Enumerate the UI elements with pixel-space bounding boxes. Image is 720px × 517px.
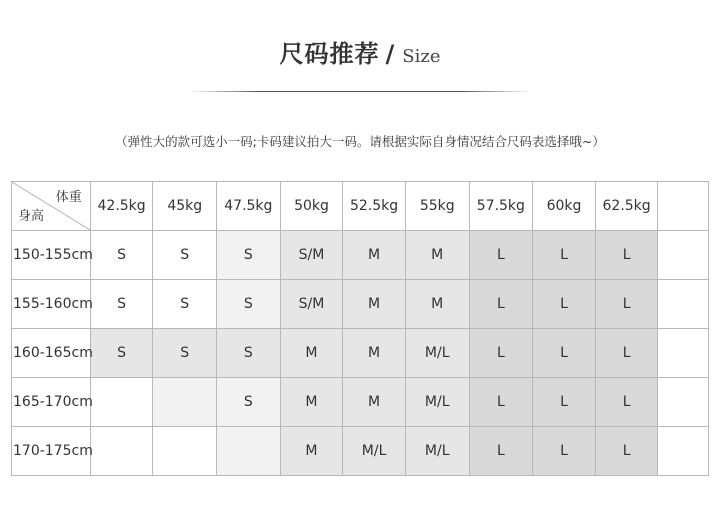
size-cell: M xyxy=(280,427,343,476)
size-cell xyxy=(658,329,709,378)
size-row xyxy=(12,378,709,427)
size-cell: L xyxy=(469,231,533,280)
weight-header-cell: 60kg xyxy=(533,182,596,231)
weight-header-cell: 50kg xyxy=(280,182,343,231)
size-cell: S xyxy=(90,280,153,329)
weight-header-cell: 52.5kg xyxy=(343,182,406,231)
size-cell: M/L xyxy=(343,427,406,476)
size-cell: S/M xyxy=(280,231,343,280)
size-cell: L xyxy=(595,329,658,378)
size-cell: S xyxy=(153,231,217,280)
size-cell: L xyxy=(533,329,596,378)
title-chinese: 尺码推荐 xyxy=(279,40,380,68)
size-cell: M/L xyxy=(405,378,469,427)
size-cell: L xyxy=(533,427,596,476)
weight-header-cell: 62.5kg xyxy=(595,182,658,231)
size-row xyxy=(12,329,709,378)
size-row xyxy=(12,231,709,280)
weight-axis-label: 体重 xyxy=(55,190,82,205)
size-cell: M xyxy=(405,231,469,280)
height-header-cell: 150-155cm xyxy=(12,231,91,280)
size-cell: M xyxy=(280,378,343,427)
height-axis-label: 身高 xyxy=(18,209,45,224)
size-row xyxy=(12,280,709,329)
size-cell: S xyxy=(90,329,153,378)
size-cell: L xyxy=(469,280,533,329)
size-cell: L xyxy=(469,329,533,378)
size-cell xyxy=(153,378,217,427)
size-cell: S xyxy=(153,329,217,378)
title-english: Size xyxy=(402,46,441,67)
size-row xyxy=(12,427,709,476)
size-cell: M xyxy=(343,378,406,427)
weight-header-cell: 42.5kg xyxy=(90,182,153,231)
height-header-cell: 165-170cm xyxy=(12,378,91,427)
size-cell xyxy=(658,231,709,280)
size-cell: M xyxy=(343,280,406,329)
weight-header-cell xyxy=(658,182,709,231)
size-cell: L xyxy=(595,378,658,427)
size-cell: L xyxy=(595,427,658,476)
size-cell: L xyxy=(533,378,596,427)
weight-header-cell: 45kg xyxy=(153,182,217,231)
size-cell xyxy=(658,378,709,427)
size-cell xyxy=(658,427,709,476)
size-cell: S/M xyxy=(280,280,343,329)
size-cell: L xyxy=(595,231,658,280)
size-cell: S xyxy=(217,231,281,280)
title-separator: / xyxy=(385,40,395,68)
weight-header-cell: 55kg xyxy=(405,182,469,231)
weight-header-cell: 57.5kg xyxy=(469,182,533,231)
size-cell xyxy=(153,427,217,476)
size-cell xyxy=(658,280,709,329)
weight-header-cell: 47.5kg xyxy=(217,182,281,231)
size-cell: M xyxy=(405,280,469,329)
size-cell: M xyxy=(343,329,406,378)
height-header-cell: 160-165cm xyxy=(12,329,91,378)
size-note: （弹性大的款可选小一码;卡码建议拍大一码。请根据实际自身情况结合尺码表选择哦~） xyxy=(115,134,605,149)
header-row xyxy=(12,182,709,231)
size-cell: L xyxy=(469,427,533,476)
size-cell xyxy=(90,378,153,427)
size-cell xyxy=(217,427,281,476)
corner-cell xyxy=(12,182,91,231)
page-title xyxy=(0,34,720,69)
size-cell: L xyxy=(469,378,533,427)
height-header-cell: 170-175cm xyxy=(12,427,91,476)
size-cell: L xyxy=(595,280,658,329)
size-cell: S xyxy=(217,280,281,329)
size-cell: M/L xyxy=(405,329,469,378)
size-cell xyxy=(90,427,153,476)
size-cell: S xyxy=(217,329,281,378)
size-cell: M xyxy=(343,231,406,280)
size-cell: S xyxy=(90,231,153,280)
size-cell: S xyxy=(153,280,217,329)
size-cell: M/L xyxy=(405,427,469,476)
size-cell: M xyxy=(280,329,343,378)
height-header-cell: 155-160cm xyxy=(12,280,91,329)
size-cell: S xyxy=(217,378,281,427)
title-divider xyxy=(190,91,530,92)
size-chart-table xyxy=(11,181,709,476)
size-cell: L xyxy=(533,280,596,329)
size-cell: L xyxy=(533,231,596,280)
